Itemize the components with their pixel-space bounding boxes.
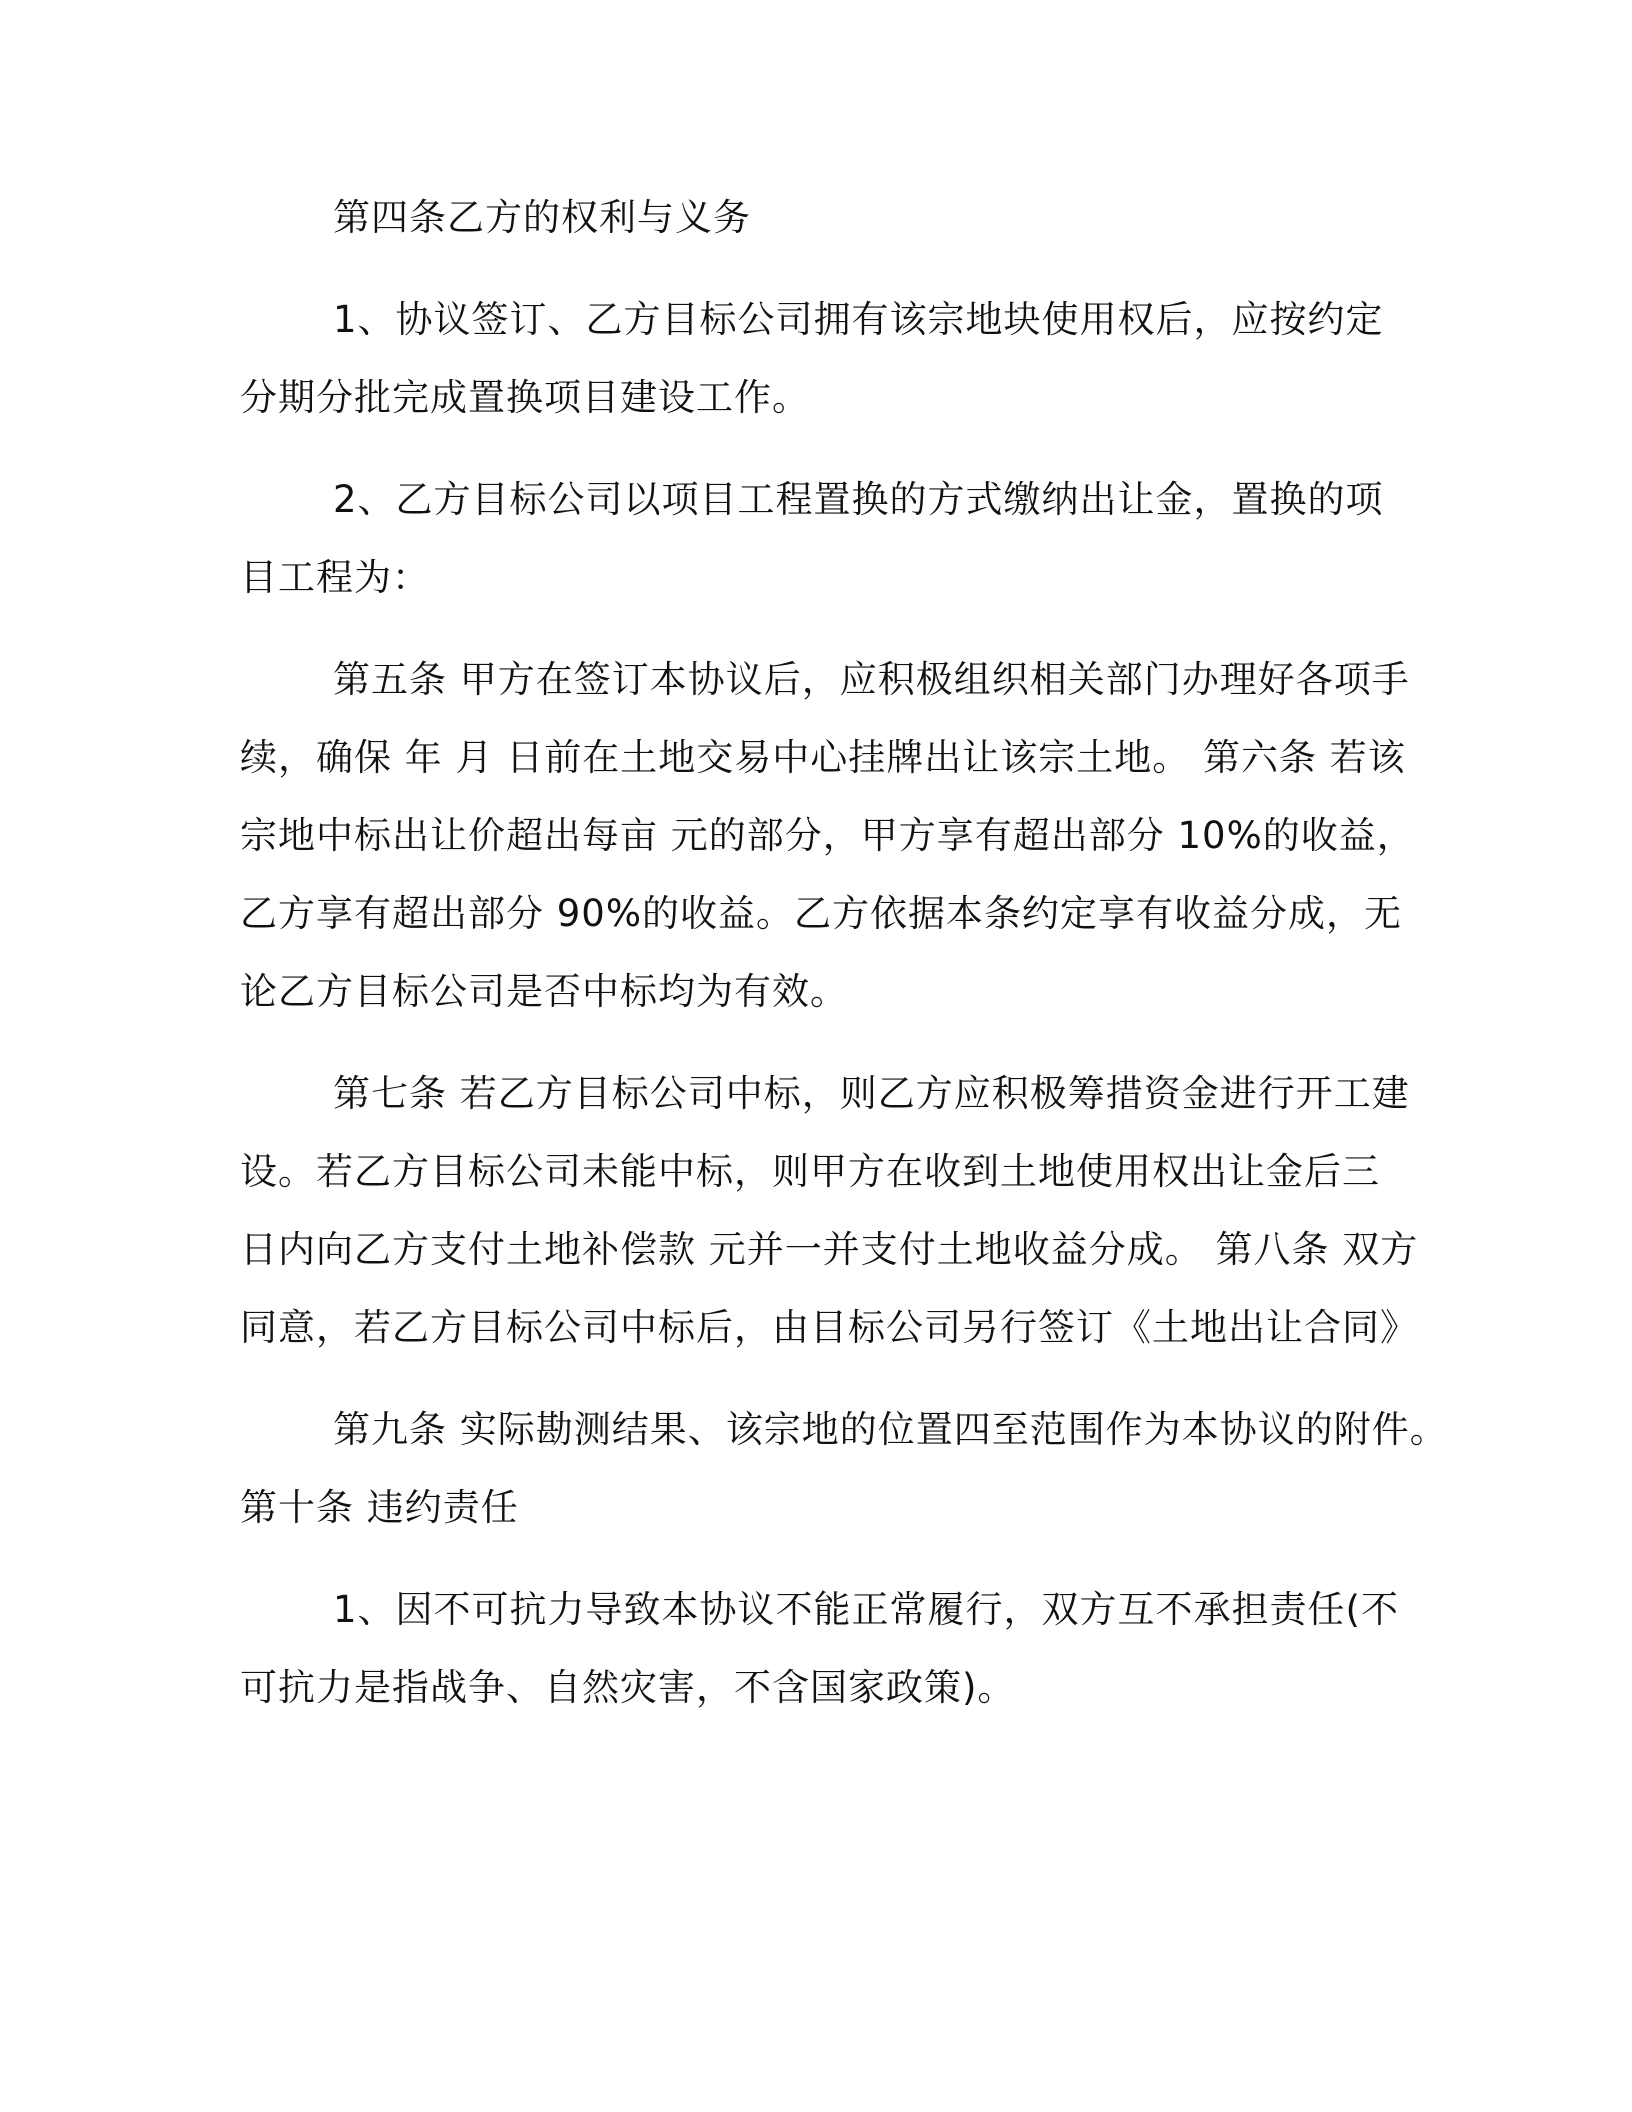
article-6-line-3: 论乙方目标公司是否中标均为有效。	[240, 970, 848, 1013]
article-7-line-1: 第七条 若乙方目标公司中标，则乙方应积极筹措资金进行开工建	[333, 1072, 1410, 1115]
article-7-line-3: 日内向乙方支付土地补偿款 元并一并支付土地收益分成。 第八条 双方	[240, 1228, 1419, 1271]
article-4-heading: 第四条乙方的权利与义务	[333, 196, 751, 239]
article-4-clause-1-line-1: 1、协议签订、乙方目标公司拥有该宗地块使用权后，应按约定	[333, 298, 1384, 341]
article-8-line-1: 同意，若乙方目标公司中标后，由目标公司另行签订《土地出让合同》	[240, 1306, 1418, 1349]
article-10-clause-1-line-2: 可抗力是指战争、自然灾害，不含国家政策)。	[240, 1666, 1016, 1709]
article-6-line-2: 乙方享有超出部分 90%的收益。乙方依据本条约定享有收益分成，无	[240, 892, 1402, 935]
article-10-heading: 第十条 违约责任	[240, 1486, 519, 1529]
article-4-clause-2-line-2: 目工程为：	[240, 556, 430, 599]
article-5-line-2: 续，确保 年 月 日前在土地交易中心挂牌出让该宗土地。 第六条 若该	[240, 736, 1406, 779]
article-9-line-1: 第九条 实际勘测结果、该宗地的位置四至范围作为本协议的附件。	[333, 1408, 1448, 1451]
article-6-line-1: 宗地中标出让价超出每亩 元的部分，甲方享有超出部分 10%的收益，	[240, 814, 1415, 857]
article-7-line-2: 设。若乙方目标公司未能中标，则甲方在收到土地使用权出让金后三	[240, 1150, 1380, 1193]
article-10-clause-1-line-1: 1、因不可抗力导致本协议不能正常履行，双方互不承担责任(不	[333, 1588, 1399, 1631]
article-5-line-1: 第五条 甲方在签订本协议后，应积极组织相关部门办理好各项手	[333, 658, 1410, 701]
article-4-clause-2-line-1: 2、乙方目标公司以项目工程置换的方式缴纳出让金，置换的项	[333, 478, 1384, 521]
article-4-clause-1-line-2: 分期分批完成置换项目建设工作。	[240, 376, 810, 419]
